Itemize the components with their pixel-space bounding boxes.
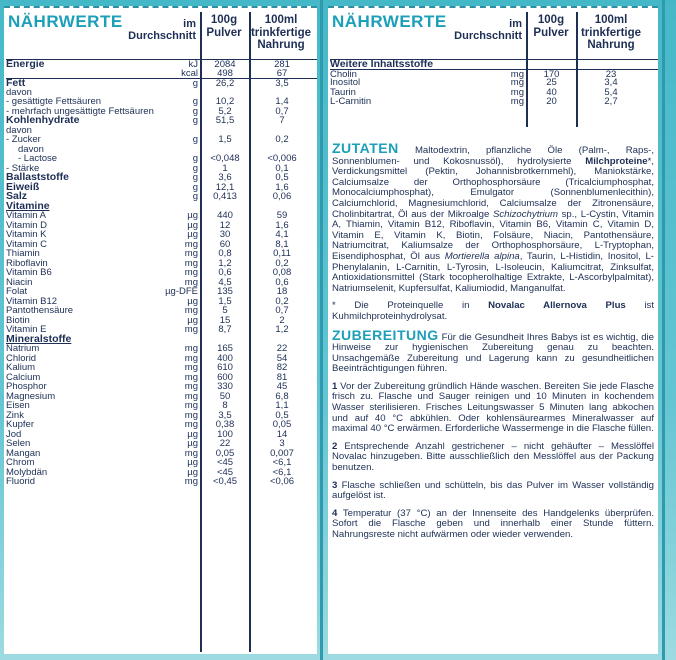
value-per-100ml: 0,7 [275,305,289,316]
nutrition-table-right [328,6,658,654]
value-per-100g: 15 [219,314,231,326]
table-row [6,199,317,212]
table-row [6,373,317,383]
nutrient-unit: mg [184,257,198,269]
nutrient-unit: g [192,96,198,107]
table-header [328,12,658,64]
nutrient-name: Vitamin K [6,229,47,240]
value-per-100g: 610 [217,362,233,373]
fold-line-right [662,0,665,660]
table-row [6,458,317,468]
nutrient-unit: mg [184,400,198,411]
step-text: Flasche schließen und schütteln, bis das Pulver im Wasser vollständig aufgelöst ist. [332,479,655,502]
value-per-100g: <45 [216,457,234,468]
value-per-100ml: 0,1 [275,162,289,174]
value-per-100g: 0,8 [218,248,232,259]
nutrient-unit: µg-DFE [165,286,198,297]
value-per-100g: 0,38 [215,419,235,430]
nutrient-name: Molybdän [6,466,48,478]
nutrient-name: Folat [6,286,28,297]
nutrient-name: Vitamin B12 [6,295,58,307]
table-row [6,69,317,79]
value-per-100g: 40 [546,86,557,98]
product-name: Novalac Allernova Plus [488,300,626,312]
value-per-100ml: 0,2 [275,257,289,269]
value-per-100g: 1,5 [218,134,232,145]
nutrient-name: Chrom [6,457,35,468]
nutrient-unit: µg [187,466,198,478]
nutrient-name: Kupfer [6,419,34,430]
value-per-100g: 498 [217,67,233,79]
value-per-100ml: 45 [276,381,288,392]
nutrient-name: Energie [6,58,45,70]
nutrient-name: Vitamin C [6,238,48,250]
nutrient-unit: mg [184,324,198,335]
nutrient-unit: g [192,181,198,193]
col-header-100ml: 100ml trinkfertige Nahrung [250,14,312,51]
value-per-100g: 3,6 [218,172,232,183]
ingredients-text: Maltodextrin, pflanzliche Öle (Palm-, Raps-, Sonnenblumen- und Kokosnussöl), hydrolysierte [332,145,654,167]
value-per-100g: 0,413 [213,191,237,202]
nutrient-name: Ballaststoffe [6,171,70,183]
table-row [330,59,658,69]
step-text: Temperatur (37 °C) an der Innenseite des Handgelenks überprüfen. Sofort die Flasche geben und innerhalb einer Stunde füttern. Nahrungsreste nicht aufwärmen oder wieder verwenden. [332,507,654,540]
value-per-100ml: <6,1 [272,466,292,478]
nutrient-name: Natrium [6,343,40,354]
value-per-100ml: 0,08 [272,267,292,278]
col-header-average: im Durchschnitt [128,18,196,42]
nutrient-name: Mineralstoffe [6,332,72,345]
table-row [6,259,317,269]
nutrient-name: Calcium [6,371,41,383]
value-per-100ml: 18 [276,286,288,297]
preparation-steps [332,382,654,541]
table-row [6,180,317,193]
table-title: NÄHRWERTE [8,12,123,31]
value-per-100ml: 1,2 [275,324,289,335]
table-row [6,268,317,278]
nutrient-name: davon [18,143,44,155]
nutrient-name: - Stärke [6,162,40,174]
value-per-100ml: 0,5 [275,409,289,421]
nutrient-name: Pantothensäure [6,305,74,316]
preparation-intro-text: Für die Gesundheit Ihres Babys ist es wichtig, die Hinweise zur hygienischen Zubereitung genau zu beachten. Unsachgemäße Zubereitung und Lagerung kann zu gesundheitlichen Beeinträchtigungen führen. [332,331,654,375]
ingredients-italic: Mortierella alpina [444,250,520,262]
ingredients-paragraph [332,140,654,294]
value-per-100ml: 14 [276,428,288,440]
value-per-100ml: 5,4 [604,86,618,98]
ingredients-text: *, Verdickungsmittel (Pektin, Johannisbrotkernmehl), Maniokstärke, Calciumsalze der Orthophosphorsäure (Tricalciumphosphat, Monocalciumphosphat), Emulgator (Sonnenblumenlecithin), Calciumchlorid, Magnesiumchlorid, Calciumsalze der Zitronensäure, Cholinbitartrat, Öl aus der Mikroalge [332,155,654,220]
nutrient-name: L-Carnitin [330,96,372,107]
table-row [330,97,658,107]
nutrient-unit: mg [510,77,524,88]
preparation-heading: ZUBEREITUNG [332,326,439,343]
nutrient-unit: kcal [181,67,198,79]
value-per-100ml: 3 [279,438,285,449]
value-per-100ml: 22 [276,343,288,354]
nutrient-name: - Lactose [18,153,58,164]
preparation-step [332,442,654,474]
nutrient-name: Vitamin B6 [6,267,52,278]
value-per-100g: <0,45 [212,476,238,487]
table-row [6,344,317,354]
nutrient-name: Vitamine [6,199,50,212]
footnote-text: ist Kuhmilchproteinhydrolysat. [332,300,654,322]
value-per-100ml: 2,7 [604,96,618,107]
value-per-100ml: 1,4 [275,96,289,107]
value-per-100ml: 67 [276,67,288,79]
value-per-100ml: 0,2 [275,134,289,145]
value-per-100ml: 6,8 [275,390,289,402]
nutrient-name: Mangan [6,447,41,459]
step-text: Entsprechende Anzahl gestrichener – nicht gehäufter – Messlöffel Novalac hinzugeben. Bitte ausschließlich den Messlöffel aus der Packung benutzen. [332,440,654,474]
nutrient-name: - Zucker [6,134,41,145]
nutrient-unit: µg [187,229,198,240]
value-per-100ml: <6,1 [272,457,292,468]
table-row [6,477,317,487]
value-per-100ml: 0,06 [272,191,292,202]
table-row [6,221,317,231]
value-per-100ml: <0,06 [269,476,295,487]
nutrient-name: Fluorid [6,476,36,487]
nutrient-unit: g [192,134,198,145]
table-row [6,420,317,430]
nutrient-unit: mg [184,238,198,250]
value-per-100g: 51,5 [215,115,235,126]
nutrient-name: Salz [6,190,28,202]
value-per-100ml: 281 [274,59,290,70]
value-per-100g: 135 [217,286,233,297]
nutrient-unit: mg [184,381,198,392]
value-per-100g: 60 [219,238,231,250]
nutrient-name: Eiweiß [6,180,40,193]
nutrient-name: Vitamin E [6,324,47,335]
nutrient-name: Vitamin A [6,210,46,221]
nutrient-name: Weitere Inhaltsstoffe [330,58,434,70]
value-per-100ml: 54 [276,352,288,364]
value-per-100ml: 0,5 [275,172,289,183]
value-per-100g: 26,2 [215,78,235,89]
table-title: NÄHRWERTE [332,12,447,31]
col-header-average: im Durchschnitt [454,18,522,42]
nutrient-unit: mg [510,86,524,98]
nutrient-name: Biotin [6,314,30,326]
preparation-step [332,481,654,502]
ingredients-text: , Taurin, L-Histidin, Inositol, L-Phenylalanin, L-Carnitin, L-Tyrosin, L-Isoleucin, Kaliumcitrat, Zinksulfat, Antioxidationsmittel (Stark tocopherolhaltige Extrakte, L-Ascorbylpalmitat), Natriumselenit, Kupfersulfat, Kaliumiodid, Manganulfat. [332,250,654,294]
value-per-100g: 12,1 [215,181,235,193]
value-per-100g: 20 [546,96,557,107]
step-number: 3 [332,479,338,491]
table-row [6,154,317,164]
table-row [6,230,317,240]
value-per-100g: 3,5 [218,409,232,421]
footnote-text: * Die Proteinquelle in [332,300,489,312]
nutrient-name: Magnesium [6,390,56,402]
value-per-100g: 2084 [214,59,236,70]
value-per-100ml: 0,2 [275,295,289,307]
value-per-100g: 440 [217,210,233,221]
nutrient-name: Phosphor [6,381,47,392]
nutrient-unit: µg [187,295,198,307]
nutrient-name: - gesättigte Fettsäuren [6,96,102,107]
ingredients-text: sp., L-Cystin, Vitamin A, Thiamin, Vitamin B12, Riboflavin, Vitamin B6, Vitamin C, Vitamin D, Vitamin E, Vitamin K, Biotin, Folsäure, Niacin, Pantothensäure, Natriumcitrat, Kaliumsalze der Orthophosphorsäure, L-Tryptophan, Eisendiphosphat, Öl aus [332,208,654,262]
table-row [6,173,317,183]
nutrient-unit: mg [184,390,198,402]
value-per-100g: 12 [219,219,231,231]
nutrient-unit: mg [184,276,198,288]
value-per-100ml: 3,5 [275,78,289,89]
table-row [6,332,317,345]
value-per-100g: 8 [222,400,228,411]
nutrient-unit: mg [184,371,198,383]
value-per-100g: 50 [219,390,231,402]
ingredients-section [332,140,655,548]
nutrient-name: Chlorid [6,352,37,364]
nutrient-unit: kJ [188,59,198,70]
value-per-100ml: <0,006 [267,153,297,164]
nutrient-unit: mg [184,476,198,487]
step-number: 4 [332,507,338,519]
value-per-100g: 400 [217,352,233,364]
value-per-100g: 165 [217,343,233,354]
nutrient-name: Taurin [330,86,356,98]
nutrient-unit: mg [510,68,524,80]
value-per-100g: 1,2 [218,257,232,269]
table-row [6,249,317,259]
nutrient-name: Zink [6,409,24,421]
fold-line [320,0,323,660]
value-per-100ml: 2 [279,314,285,326]
value-per-100ml: 23 [605,68,617,80]
nutrient-name: Cholin [330,68,357,80]
value-per-100g: 5 [222,305,228,316]
nutrient-unit: mg [510,96,524,107]
nutrient-name: davon [6,124,32,136]
value-per-100g: 600 [217,371,233,383]
value-per-100g: 100 [217,428,233,440]
step-text: Vor der Zubereitung gründlich Hände waschen. Bereiten Sie jede Flasche frisch zu. Flasche und Sauger reinigen und 10 Minuten in kochendem Wasser sterilisieren. Frisches Leitungswasser 5 Minuten lang abkochen und auf 40 °C abkühlen. Oder kohlensäurearmes Mineralwasser auf maximal 40 °C erwärmen. Erforderliche Wassermenge in die Flasche füllen. [332,380,654,435]
ingredients-italic: Schizochytrium [492,208,559,220]
nutrient-name: Vitamin D [6,219,48,231]
value-per-100ml: 1,1 [275,400,289,411]
table-row [6,449,317,459]
value-per-100g: 170 [543,68,560,80]
nutrient-unit: µg [187,428,198,440]
nutrient-unit: g [192,105,198,117]
preparation-intro [332,326,654,375]
table-row [6,192,317,202]
other-ingredients-rows [330,59,658,107]
value-per-100g: 0,05 [215,447,235,459]
col-header-100g: 100g Pulver [533,14,569,39]
table-row [6,363,317,373]
nutrient-unit: mg [184,305,198,316]
value-per-100ml: 7 [279,115,285,126]
value-per-100g: 5,2 [218,105,232,117]
nutrient-unit: µg [187,457,198,468]
nutrient-name: Selen [6,438,31,449]
value-per-100ml: 0,007 [270,447,294,459]
col-header-100g: 100g Pulver [206,14,242,39]
ingredients-heading: ZUTATEN [332,140,399,156]
nutrient-name: Inositol [330,77,361,88]
preparation-step [332,382,654,435]
value-per-100g: 1 [222,162,228,174]
value-per-100g: 8,7 [218,324,232,335]
table-row [6,316,317,326]
value-per-100g: 30 [219,229,231,240]
value-per-100g: 1,5 [218,295,232,307]
nutrition-table-left [4,6,317,654]
value-per-100ml: 8,1 [275,238,289,250]
nutrient-unit: g [192,115,198,126]
nutrient-unit: g [192,162,198,174]
nutrient-name: Kalium [6,362,36,373]
value-per-100g: <0,048 [210,153,240,164]
nutrient-unit: g [192,172,198,183]
ingredients-protein: Milchproteine [585,155,648,167]
table-row [6,354,317,364]
value-per-100g: 25 [546,77,557,88]
value-per-100ml: 0,11 [273,248,291,259]
table-row [6,59,317,69]
table-row [6,126,317,136]
value-per-100ml: 59 [276,210,288,221]
table-row [6,401,317,411]
nutrient-unit: g [192,78,198,89]
value-per-100g: 10,2 [215,96,235,107]
value-per-100ml: 81 [276,371,288,383]
nutrient-unit: µg [187,438,198,449]
table-row [6,240,317,250]
table-row [6,430,317,440]
nutrient-unit: mg [184,267,198,278]
value-per-100ml: 0,05 [272,419,292,430]
nutrient-unit: mg [184,362,198,373]
nutrient-unit: mg [184,419,198,430]
nutrient-name: - mehrfach ungesättigte Fettsäuren [6,105,154,117]
value-per-100g: 330 [217,381,233,392]
nutrient-unit: mg [184,447,198,459]
nutrient-unit: µg [187,314,198,326]
preparation-step [332,509,654,541]
step-number: 1 [332,380,338,392]
nutrient-unit: mg [184,409,198,421]
table-header [4,12,317,64]
nutrient-unit: g [192,153,198,164]
value-per-100g: 4,5 [218,276,232,288]
nutrient-name: Riboflavin [6,257,48,269]
step-number: 2 [332,440,338,452]
value-per-100ml: 0,6 [275,276,289,288]
nutrient-unit: mg [184,248,198,259]
table-row [6,278,317,288]
table-row [6,135,317,145]
col-header-100ml: 100ml trinkfertige Nahrung [580,14,642,51]
table-row [6,411,317,421]
protein-footnote [332,301,654,322]
nutrient-unit: µg [187,210,198,221]
nutrient-name: Jod [6,428,22,440]
value-per-100ml: 3,4 [604,77,618,88]
nutrient-unit: µg [187,219,198,231]
nutrient-name: Fett [6,77,26,89]
value-per-100ml: 0,7 [275,105,289,117]
value-per-100ml: 82 [276,362,288,373]
table-row [6,306,317,316]
value-per-100ml: 1,6 [275,181,289,193]
nutrient-unit: mg [184,343,198,354]
nutrient-rows [6,59,317,487]
table-row [6,116,317,126]
nutrient-name: Eisen [6,400,30,411]
value-per-100ml: 4,1 [275,229,289,240]
value-per-100ml: 1,6 [275,219,289,231]
value-per-100g: 22 [219,438,231,449]
table-row [6,392,317,402]
value-per-100g: <45 [216,466,234,478]
table-row [6,211,317,221]
nutrient-name: davon [6,86,32,98]
nutrient-unit: g [192,191,198,202]
nutrient-unit: mg [184,352,198,364]
nutrient-name: Thiamin [6,248,40,259]
nutrient-name: Niacin [6,276,33,288]
value-per-100g: 0,6 [218,267,232,278]
nutrient-name: Kohlenhydrate [6,114,80,126]
table-row [6,78,317,88]
